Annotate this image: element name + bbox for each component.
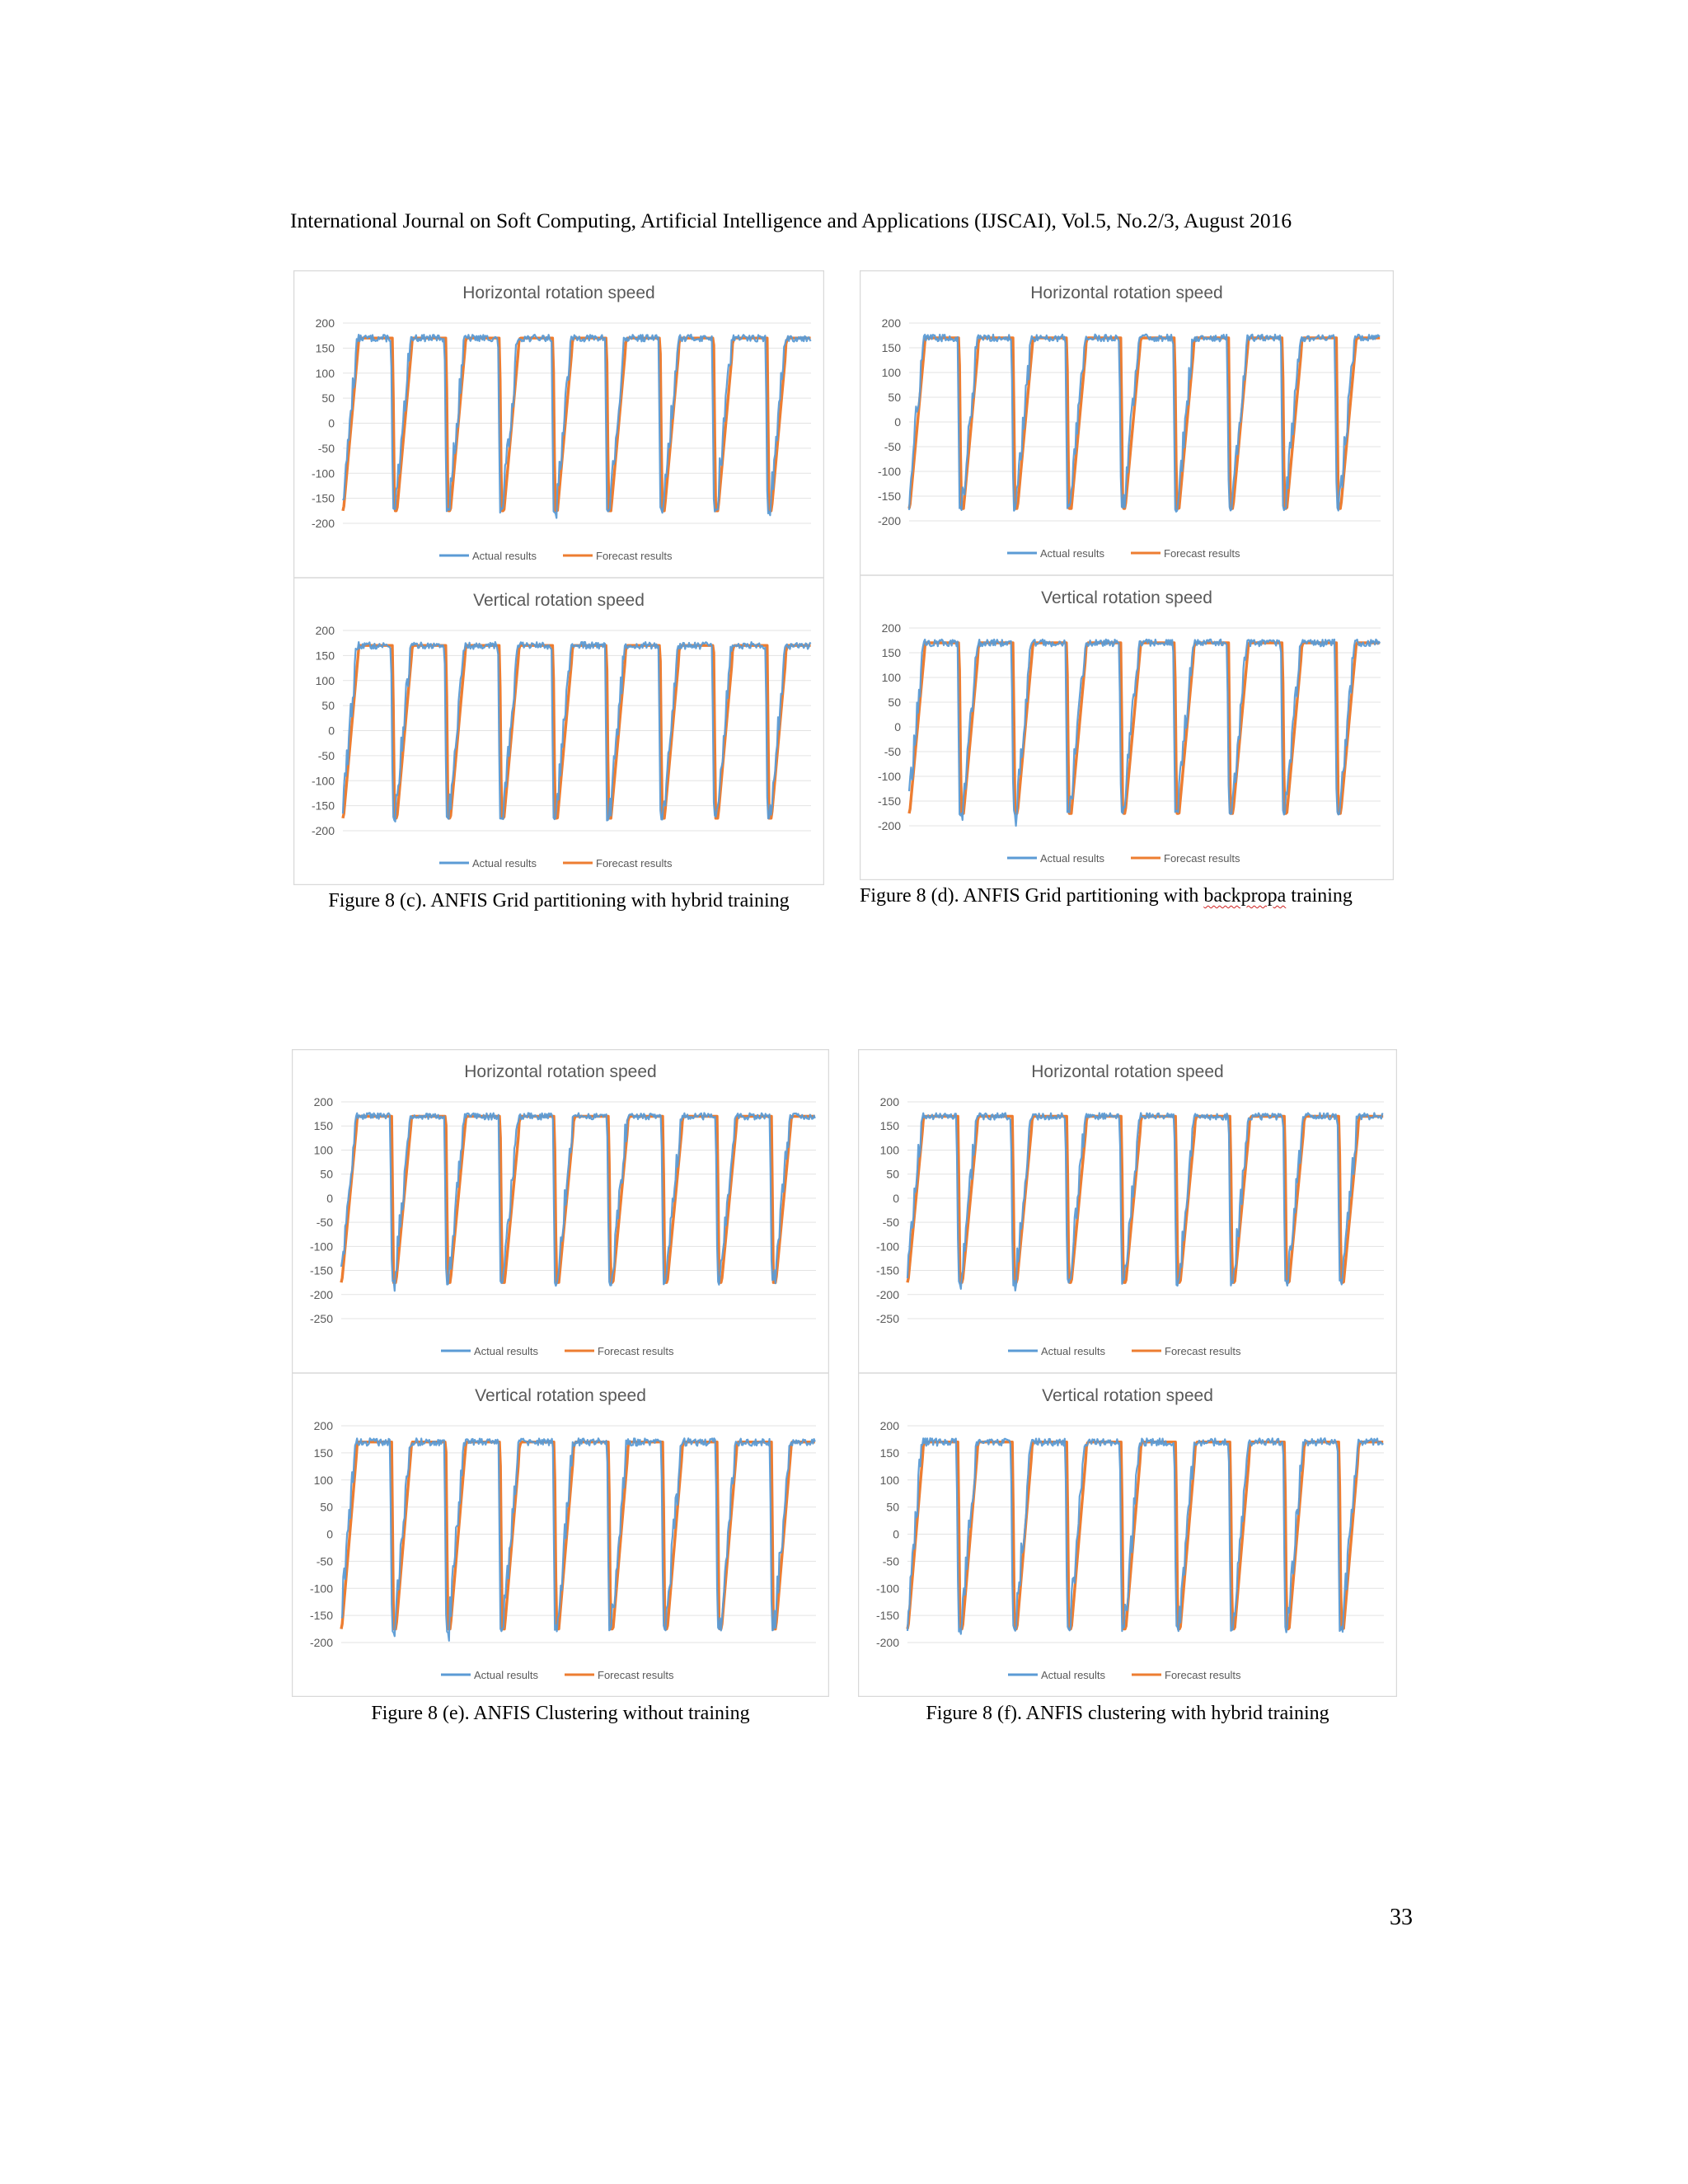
y-tick-label: -50 <box>884 745 901 758</box>
caption-8e-text: Figure 8 (e). ANFIS Clustering without training <box>371 1703 750 1724</box>
caption-8c-text: Figure 8 (c). ANFIS Grid partitioning with hybrid training <box>328 890 790 912</box>
y-tick-label: -50 <box>316 1216 333 1230</box>
y-tick-label: -200 <box>875 1287 899 1301</box>
y-tick-label: 50 <box>320 1167 333 1181</box>
y-tick-label: -200 <box>309 1287 333 1301</box>
y-tick-label: 0 <box>893 1527 899 1541</box>
chart-title: Vertical rotation speed <box>473 591 645 610</box>
y-tick-label: 150 <box>315 341 335 355</box>
chart-title: Horizontal rotation speed <box>462 284 655 302</box>
legend-label-forecast: Forecast results <box>1165 1669 1241 1681</box>
y-tick-label: -150 <box>311 799 335 813</box>
y-tick-label: -200 <box>311 517 335 530</box>
y-tick-label: -50 <box>317 748 335 762</box>
y-tick-label: 50 <box>321 391 335 405</box>
y-tick-label: -150 <box>875 1609 899 1623</box>
caption-8f <box>858 1703 1397 1725</box>
y-tick-label: -50 <box>317 441 335 455</box>
y-tick-label: 50 <box>888 696 901 709</box>
y-tick-label: -250 <box>309 1312 333 1325</box>
y-tick-label: -150 <box>877 794 901 808</box>
y-tick-label: 0 <box>328 724 335 738</box>
y-tick-label: -50 <box>882 1554 899 1568</box>
caption-8f-text: Figure 8 (f). ANFIS clustering with hybrid training <box>926 1703 1329 1724</box>
legend-label-forecast: Forecast results <box>1165 1345 1241 1357</box>
y-tick-label: -50 <box>316 1554 333 1568</box>
y-tick-label: 200 <box>881 621 901 635</box>
running-head: International Journal on Soft Computing, Artificial Intelligence and Applications (IJSCAI), Vol.5, No.2/3, August 2016 <box>290 209 1292 232</box>
chart-title: Horizontal rotation speed <box>1031 1062 1224 1081</box>
legend-label-actual: Actual results <box>1040 852 1105 865</box>
chart-title: Horizontal rotation speed <box>1030 284 1223 302</box>
legend-label-actual: Actual results <box>474 1669 539 1681</box>
legend-label-forecast: Forecast results <box>1164 852 1240 865</box>
y-tick-label: -200 <box>877 514 901 527</box>
legend-label-forecast: Forecast results <box>1164 547 1240 560</box>
y-tick-label: 200 <box>879 1419 899 1432</box>
y-tick-label: -150 <box>875 1263 899 1277</box>
y-tick-label: -200 <box>877 819 901 832</box>
chart-title: Vertical rotation speed <box>1042 1386 1213 1405</box>
figure-8e-charts <box>292 1049 829 1697</box>
y-tick-label: 150 <box>313 1119 333 1133</box>
figure-8d <box>860 270 1394 880</box>
chart-title: Vertical rotation speed <box>1041 588 1212 607</box>
y-tick-label: 50 <box>888 391 901 404</box>
y-tick-label: 100 <box>879 1143 899 1157</box>
y-tick-label: 200 <box>315 624 335 637</box>
y-tick-label: -200 <box>309 1636 333 1649</box>
legend-label-actual: Actual results <box>472 857 537 869</box>
legend-label-forecast: Forecast results <box>596 550 673 562</box>
y-tick-label: 0 <box>894 415 901 429</box>
y-tick-label: 100 <box>881 671 901 684</box>
y-tick-label: 200 <box>315 316 335 330</box>
figure-8f-charts <box>858 1049 1397 1697</box>
legend-label-forecast: Forecast results <box>596 857 673 869</box>
y-tick-label: 150 <box>881 646 901 659</box>
figure-8c <box>293 270 824 885</box>
y-tick-label: 0 <box>326 1191 333 1205</box>
y-tick-label: 150 <box>881 341 901 354</box>
y-tick-label: 50 <box>886 1500 899 1514</box>
y-tick-label: -100 <box>311 466 335 480</box>
y-tick-label: 100 <box>315 673 335 687</box>
y-tick-label: 50 <box>886 1167 899 1181</box>
y-tick-label: -100 <box>875 1240 899 1254</box>
y-tick-label: -100 <box>875 1582 899 1596</box>
page-number: 33 <box>1390 1905 1413 1930</box>
y-tick-label: -150 <box>877 490 901 503</box>
y-tick-label: -50 <box>884 440 901 453</box>
y-tick-label: 150 <box>313 1446 333 1460</box>
y-tick-label: 150 <box>879 1446 899 1460</box>
y-tick-label: 0 <box>894 720 901 733</box>
y-tick-label: 150 <box>879 1119 899 1133</box>
y-tick-label: 100 <box>315 366 335 380</box>
legend-label-actual: Actual results <box>1040 547 1105 560</box>
y-tick-label: -100 <box>309 1240 333 1254</box>
figure-8e <box>292 1049 829 1697</box>
legend-label-actual: Actual results <box>1041 1345 1106 1357</box>
caption-8d-text-end: training <box>1286 885 1353 907</box>
y-tick-label: -200 <box>875 1636 899 1649</box>
y-tick-label: 0 <box>326 1527 333 1541</box>
y-tick-label: -150 <box>311 491 335 505</box>
y-tick-label: -100 <box>877 465 901 478</box>
y-tick-label: 50 <box>321 699 335 713</box>
y-tick-label: 200 <box>313 1419 333 1432</box>
y-tick-label: 100 <box>879 1473 899 1487</box>
y-tick-label: 100 <box>881 366 901 379</box>
y-tick-label: 100 <box>313 1143 333 1157</box>
y-tick-label: 50 <box>320 1500 333 1514</box>
chart-title: Horizontal rotation speed <box>464 1062 657 1081</box>
figure-8c-charts <box>293 270 824 885</box>
y-tick-label: -50 <box>882 1216 899 1230</box>
legend-label-actual: Actual results <box>1041 1669 1106 1681</box>
legend-label-forecast: Forecast results <box>598 1669 674 1681</box>
legend-label-actual: Actual results <box>472 550 537 562</box>
legend-label-actual: Actual results <box>474 1345 539 1357</box>
y-tick-label: 200 <box>881 316 901 330</box>
y-tick-label: -100 <box>877 770 901 783</box>
caption-8d-text: Figure 8 (d). ANFIS Grid partitioning with <box>860 885 1204 907</box>
y-tick-label: -200 <box>311 824 335 837</box>
y-tick-label: -100 <box>311 774 335 788</box>
y-tick-label: -150 <box>309 1609 333 1623</box>
figure-8f <box>858 1049 1397 1697</box>
caption-8e <box>292 1703 829 1725</box>
figure-8d-charts <box>860 270 1394 880</box>
y-tick-label: -150 <box>309 1263 333 1277</box>
y-tick-label: 0 <box>328 416 335 430</box>
chart-title: Vertical rotation speed <box>475 1386 646 1405</box>
y-tick-label: 100 <box>313 1473 333 1487</box>
y-tick-label: -100 <box>309 1582 333 1596</box>
caption-8c <box>293 890 824 912</box>
legend-label-forecast: Forecast results <box>598 1345 674 1357</box>
y-tick-label: -250 <box>875 1312 899 1325</box>
y-tick-label: 150 <box>315 649 335 663</box>
caption-8d <box>860 885 1404 907</box>
y-tick-label: 200 <box>879 1095 899 1108</box>
caption-8d-underlined: backpropa <box>1203 885 1287 907</box>
y-tick-label: 0 <box>893 1191 899 1205</box>
y-tick-label: 200 <box>313 1095 333 1108</box>
